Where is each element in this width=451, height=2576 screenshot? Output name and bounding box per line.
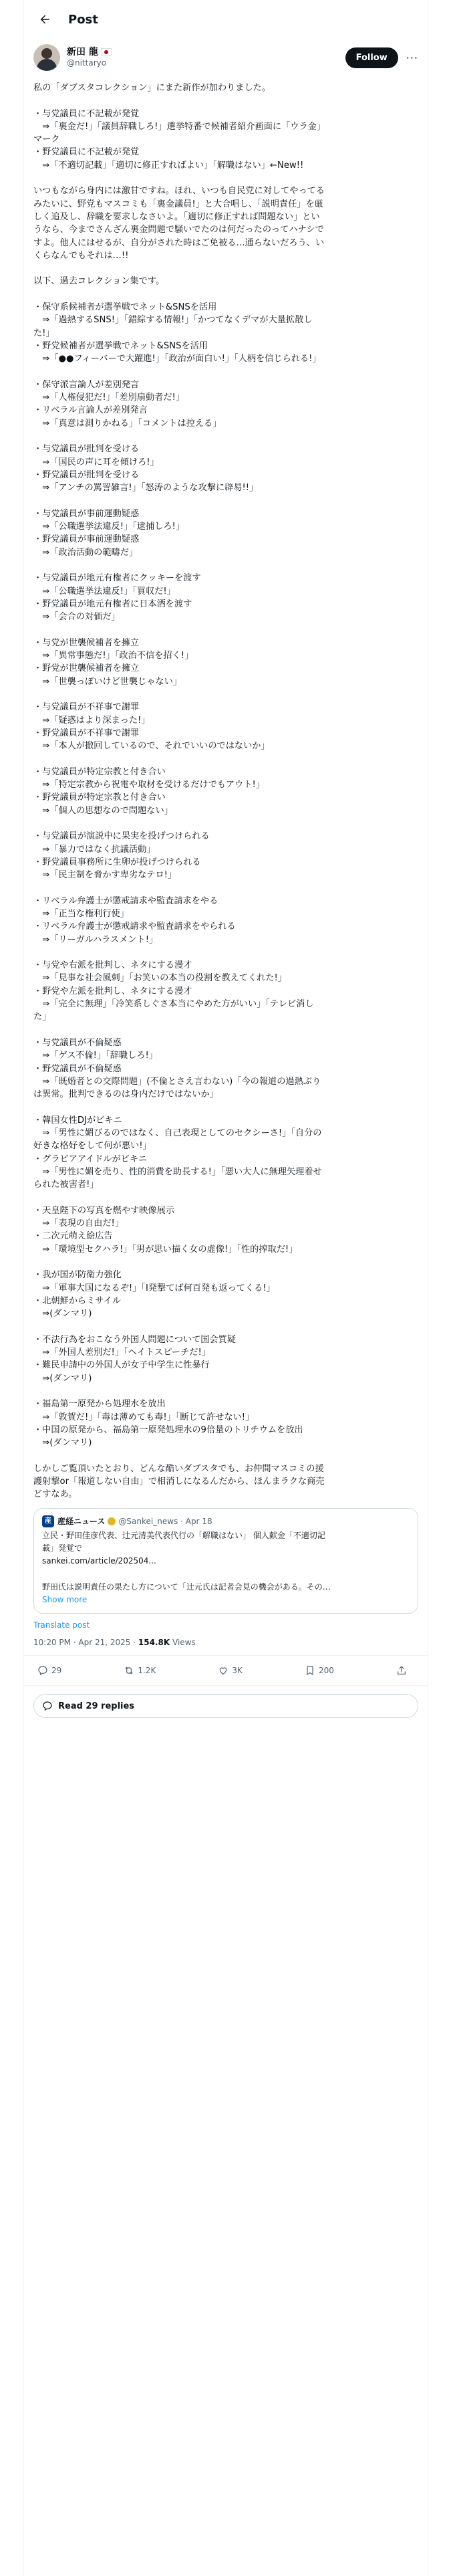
bookmark-count: 200: [318, 1666, 334, 1676]
tweet-line: いつもながら身内には激甘ですね。ほれ、いつも自民党に対してやってる: [33, 186, 325, 197]
tweet-line: ⇒「見事な社会風刺」「お笑いの本当の役割を教えてくれた!」: [33, 973, 287, 984]
action-bar: [24, 1656, 428, 1686]
quoted-source-name: 産経ニュース: [57, 1516, 106, 1526]
tweet-line: ⇒「不適切記載」「適切に修正すればよい」「解職はない」←New!!: [33, 160, 304, 171]
quoted-text-line: [42, 1569, 410, 1582]
tweet-line: [33, 1024, 418, 1037]
tweet-line: [33, 1385, 418, 1398]
tweet-line: ⇒「公職選挙法違反!」「買収だ!」: [33, 586, 176, 597]
tweet-line: ・二次元萌え絵広告: [33, 1231, 113, 1242]
tweet-line: 以下、過去コレクション集です。: [33, 276, 165, 287]
tweet-line: ⇒「男性に媚びるのではなく、自己表現としてのセクシーさ!」「自分の: [33, 1128, 322, 1139]
tweet-line: ⇒「正当な権利行使」: [33, 909, 129, 919]
tweet-line: ・与党議員が演説中に果実を投げつけられる: [33, 831, 210, 842]
tweet-line: ・与党議員に不記載が発覚: [33, 108, 140, 119]
tweet-line: ⇒「敦賀だ!」「毒は薄めても毒!」「断じて許せない!」: [33, 1412, 255, 1422]
post-column: [24, 0, 428, 1726]
tweet-line: ・野党候補者が選挙戦でネット&SNSを活用: [33, 340, 208, 351]
tweet-line: た!」: [33, 328, 55, 338]
quoted-text-line: 野田氏は説明責任の果たし方について「辻元氏は記者会見の機会がある。その…: [42, 1582, 331, 1592]
tweet-line: ⇒「表現の自由だ!」: [33, 1218, 124, 1229]
quoted-dot: ·: [178, 1516, 186, 1526]
tweet-line: ・保守系候補者が選挙戦でネット&SNSを活用: [33, 302, 217, 313]
repost-icon: [124, 1665, 134, 1676]
tweet-line: [33, 495, 418, 508]
reply-count: 29: [51, 1666, 62, 1676]
quoted-date: Apr 18: [185, 1516, 212, 1526]
tweet-line: ⇒「本人が撤回しているので、それでいいのではないか」: [33, 741, 270, 752]
tweet-line: ・野党議員が不祥事で謝罪: [33, 728, 140, 738]
tweet-line: ・与党議員が不倫疑惑: [33, 1037, 122, 1048]
tweet-line: ⇒「国民の声に耳を傾けろ!」: [33, 457, 159, 467]
tweet-line: ・福島第一原発から処理水を放出: [33, 1399, 166, 1410]
tweet-line: ⇒「異常事態だ!」「政治不信を招く!」: [33, 651, 194, 661]
tweet-line: ・我が国が防衛力強化: [33, 1270, 122, 1281]
quoted-text-line: sankei.com/article/202504...: [42, 1556, 156, 1566]
tweet-line: ⇒(ダンマリ): [33, 1373, 92, 1384]
tweet-line: [33, 262, 418, 275]
read-replies-label: Read 29 replies: [58, 1701, 135, 1711]
quoted-post-card[interactable]: [33, 1508, 418, 1614]
tweet-line: ・グラビアアイドルがビキニ: [33, 1154, 148, 1164]
tweet-line: ・野党議員が地元有権者に日本酒を渡す: [33, 599, 192, 609]
tweet-line: ⇒(ダンマリ): [33, 1309, 92, 1319]
tweet-line: ・リベラル弁護士が懲戒請求や監査請求をやる: [33, 895, 218, 906]
share-action[interactable]: [396, 1665, 410, 1676]
tweet-line: [33, 946, 418, 959]
tweet-line: ・難民申請中の外国人が女子中学生に性暴行: [33, 1360, 210, 1371]
tweet-line: た」: [33, 1012, 51, 1023]
tweet-line: ・野党議員に不記載が発覚: [33, 147, 140, 158]
quoted-text-line: 立民・野田佳彦代表、辻元清美代表代行の「解職はない」 個人献金「不適切記: [42, 1530, 325, 1540]
tweet-line: ⇒「既婚者との交際問題」(不倫とさえ言わない)「今の報道の過熱ぶり: [33, 1076, 321, 1087]
tweet-line: ・保守派言論人が差別発言: [33, 379, 140, 390]
chat-bubble-icon: [42, 1701, 53, 1711]
tweet-line: しく追及し、辞職を要求しなさいよ。「適切に修正すれば問題ない」とい: [33, 211, 320, 222]
follow-button[interactable]: Follow: [345, 47, 398, 68]
bookmark-icon: [305, 1665, 315, 1676]
top-bar: [24, 0, 428, 39]
tweet-line: [33, 1449, 418, 1462]
tweet-line: ⇒「民主制を脅かす卑劣なテロ!」: [33, 870, 177, 881]
tweet-line: ⇒「アンチの罵詈雑言!」「怒涛のような攻撃に辟易!!」: [33, 483, 259, 494]
tweet-line: ⇒「男性に媚を売り、性的消費を助長する!」「悪い大人に無理矢理着せ: [33, 1166, 322, 1177]
tweet-line: 好きな格好をして何が悪い!」: [33, 1141, 152, 1152]
quoted-post-header: [42, 1515, 410, 1527]
tweet-line: ・与党議員が特定宗教と付き合い: [33, 766, 166, 777]
tweet-line: ⇒「疑惑はより深まった!」: [33, 715, 150, 726]
repost-action[interactable]: [124, 1665, 156, 1676]
tweet-line: [33, 881, 418, 894]
share-icon: [396, 1665, 407, 1676]
tweet-line: ・野党や左派を批判し、ネタにする漫才: [33, 986, 192, 996]
tweet-line: ・野党議員事務所に生卵が投げつけられる: [33, 857, 201, 867]
author-handle[interactable]: @nittaryo: [67, 58, 107, 68]
tweet-line: [33, 94, 418, 107]
tweet-line: しかしご覧頂いたとおり、どんな酷いダブスタでも、お仲間マスコミの援: [33, 1463, 324, 1474]
author-name-row[interactable]: [67, 47, 345, 58]
tweet-line: ⇒「●●フィーバーで大躍進!」「政治が面白い!」「人柄を信じられる!」: [33, 354, 321, 364]
tweet-line: ・与党が世襲候補者を擁立: [33, 637, 140, 648]
like-action[interactable]: [218, 1665, 243, 1676]
tweet-line: ⇒「裏金だ!」「議員辞職しろ!」選挙特番で候補者紹介画面に「ウラ金」: [33, 121, 326, 132]
tweet-line: ⇒「真意は測りかねる」「コメントは控える」: [33, 418, 222, 429]
right-sidebar: [428, 0, 451, 2576]
tweet-line: 護射撃or「報道しない自由」で相消しになるんだから、ほんまラクな商売: [33, 1477, 325, 1487]
author-names: [67, 47, 345, 68]
tweet-line: [33, 752, 418, 765]
tweet-line: ・野党議員が事前運動疑惑: [33, 534, 140, 545]
tweet-line: ⇒「個人の思想なので問題ない」: [33, 805, 173, 816]
tweet-line: ・韓国女性DJがビキニ: [33, 1115, 122, 1125]
tweet-line: ・与党や右派を批判し、ネタにする漫才: [33, 960, 192, 971]
tweet-line: ⇒「環境型セクハラ!」「男が思い描く女の虚像!」「性的搾取だ!」: [33, 1244, 298, 1255]
tweet-line: ・不法行為をおこなう外国人問題について国会質疑: [33, 1334, 237, 1345]
tweet-line: [33, 623, 418, 636]
tweet-line: ⇒「過熱するSNS!」「錯綜する情報!」「かつてなくデマが大量拡散し: [33, 315, 313, 326]
tweet-line: ⇒「軍事大国になるぞ!」「I発撃てば何百発も返ってくる!」: [33, 1283, 275, 1293]
tweet-line: ⇒(ダンマリ): [33, 1438, 92, 1448]
tweet-line: [33, 1101, 418, 1113]
more-options-icon[interactable]: ···: [406, 51, 418, 64]
quoted-post-text: [42, 1530, 410, 1594]
reply-icon: [37, 1665, 48, 1676]
left-sidebar: [0, 0, 24, 2576]
tweet-line: すよ。他人にはせるが、自分がされた時はご免被る…通らないだろう、い: [33, 237, 325, 248]
tweet-line: ⇒「リーガルハラスメント!」: [33, 934, 158, 945]
quoted-source-handle: @Sankei_news: [118, 1516, 178, 1526]
tweet-line: ⇒「人権侵犯だ!」「差別扇動者だ!」: [33, 393, 185, 403]
timestamp-row: 10:20 PM · Apr 21, 2025 · 154.8K Views: [24, 1630, 428, 1656]
verified-badge-icon: [108, 1517, 116, 1525]
tweet-line: ⇒「特定宗教から祝電や取材を受けるだけでもアウト!」: [33, 780, 265, 790]
tweet-line: [33, 559, 418, 572]
tweet-line: ・与党議員が地元有権者にクッキーを渡す: [33, 573, 201, 584]
tweet-line: ・与党議員が事前運動疑惑: [33, 508, 140, 519]
show-more-link[interactable]: Show more: [42, 1595, 88, 1605]
tweet-line: ⇒「完全に無理」「冷笑系しぐさ本当にやめた方がいい」「テレビ消し: [33, 999, 314, 1010]
tweet-line: マーク: [33, 134, 60, 145]
tweet-line: ⇒「暴力ではなく抗議活動」: [33, 844, 156, 855]
translate-post-link[interactable]: Translate post: [33, 1620, 90, 1630]
tweet-text: [24, 72, 428, 1501]
tweet-line: ⇒「公職選挙法違反!」「逮捕しろ!」: [33, 522, 185, 532]
quoted-text-line: 載」発覚で: [42, 1543, 83, 1553]
read-replies-button[interactable]: [33, 1694, 418, 1718]
page-title: Post: [68, 12, 98, 27]
tweet-line: ・野党議員が不倫疑惑: [33, 1063, 122, 1074]
tweet-line: [33, 1256, 418, 1269]
tweet-line: ・野党が世襲候補者を擁立: [33, 663, 140, 674]
avatar[interactable]: [33, 44, 60, 71]
tweet-line: [33, 1192, 418, 1204]
tweet-line: [33, 288, 418, 301]
tweet-line: [33, 366, 418, 379]
tweet-line: ・与党議員が批判を受ける: [33, 444, 140, 455]
tweet-line: どすなあ。: [33, 1489, 78, 1500]
tweet-line: ⇒「政治活動の範疇だ」: [33, 547, 138, 558]
back-arrow-icon[interactable]: [33, 8, 56, 31]
tweet-line: [33, 430, 418, 443]
tweet-line: は異常。批判できるのは身内だけではないか」: [33, 1089, 218, 1100]
tweet-line: うなら、今までさんざん裏金問題で騒いでたのは何だったのってハナシで: [33, 225, 324, 235]
tweet-line: ⇒「会合の対価だ」: [33, 612, 120, 623]
tweet-line: ・リベラル言論人が差別発言: [33, 405, 148, 416]
author-row: [24, 39, 428, 72]
japan-flag-icon: [101, 48, 112, 56]
tweet-line: ・リベラル弁護士が懲戒請求や監査請求をやられる: [33, 922, 236, 932]
tweet-line: ・天皇陛下の写真を燃やす映像展示: [33, 1205, 174, 1216]
tweet-line: [33, 688, 418, 701]
bookmark-action[interactable]: [305, 1665, 334, 1676]
tweet-line: ⇒「世襲っぽいけど世襲じゃない」: [33, 676, 182, 687]
views-label: Views: [172, 1638, 196, 1648]
tweet-line: られた被害者!」: [33, 1180, 99, 1190]
heart-icon: [218, 1665, 229, 1676]
tweet-line: ・中国の原発から、福島第一原発処理水の9倍量のトリチウムを放出: [33, 1424, 303, 1435]
tweet-line: 私の「ダブスタコレクション」にまた新作が加わりました。: [33, 83, 271, 93]
repost-count: 1.2K: [138, 1666, 156, 1676]
tweet-line: くらなんでもそれは…!!: [33, 250, 129, 261]
sankei-logo-icon: 産: [42, 1515, 54, 1527]
tweet-line: みたいに、野党もマスコミも「裏金議員!」と大合唱し、「説明責任」を厳: [33, 199, 323, 209]
views-count: 154.8K: [138, 1638, 170, 1648]
like-count: 3K: [232, 1666, 243, 1676]
reply-action[interactable]: [37, 1665, 61, 1676]
tweet-line: ・与党議員が不祥事で謝罪: [33, 702, 140, 713]
tweet-line: [33, 1321, 418, 1333]
tweet-line: ・野党議員が特定宗教と付き合い: [33, 792, 166, 803]
author-name: 新田 龍: [67, 47, 98, 58]
tweet-line: [33, 817, 418, 830]
tweet-line: [33, 172, 418, 185]
post-time[interactable]: 10:20 PM · Apr 21, 2025: [33, 1638, 131, 1648]
tweet-line: ・野党議員が批判を受ける: [33, 469, 140, 480]
tweet-line: ・北朝鮮からミサイル: [33, 1295, 121, 1306]
tweet-line: ⇒「ゲス不倫!」「辞職しろ!」: [33, 1051, 158, 1061]
tweet-line: ⇒「外国人差別だ!」「ヘイトスピーチだ!」: [33, 1348, 210, 1358]
